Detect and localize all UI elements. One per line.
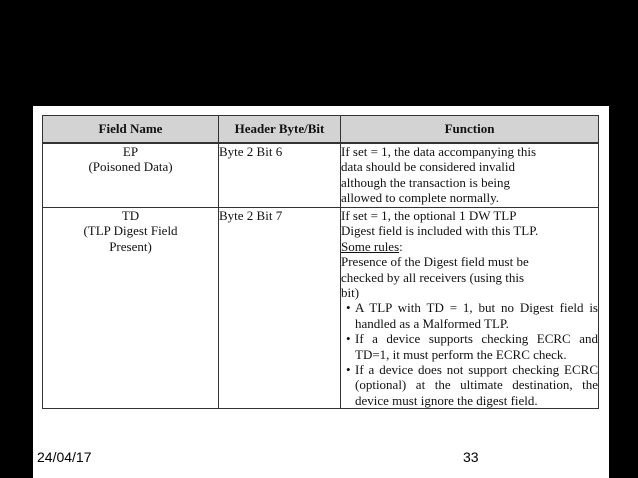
ep-function-line: data should be considered invalid: [341, 159, 516, 175]
rule-text: A TLP with TD = 1, but no Digest field is handled as a Malformed TLP.: [355, 300, 598, 331]
header-field-name: Field Name: [43, 116, 219, 144]
table-row-ep: [43, 143, 599, 208]
ep-field-name: [43, 143, 219, 208]
tlp-field-table: [42, 115, 599, 409]
table-row-td: [43, 208, 599, 409]
td-field-name: [43, 208, 219, 409]
rules-heading-colon: :: [399, 238, 403, 254]
td-name-desc: (TLP Digest Field: [83, 223, 178, 239]
footer-date: 24/04/17: [37, 449, 92, 465]
td-intro-line: checked by all receivers (using this: [341, 269, 525, 285]
rules-list: [341, 300, 598, 408]
td-name: TD: [121, 208, 140, 223]
td-function: [341, 208, 599, 409]
ep-function-line: although the transaction is being: [341, 174, 510, 190]
bullet-icon: •: [346, 300, 351, 316]
bullet-icon: •: [346, 362, 351, 378]
ep-function-line: allowed to complete normally.: [341, 190, 499, 206]
table-header-row: [43, 116, 599, 144]
ep-function-line: If set = 1, the data accompanying this: [341, 144, 537, 159]
bullet-icon: •: [346, 331, 351, 347]
td-intro-line: bit): [341, 285, 360, 301]
list-item: [341, 331, 598, 362]
rule-text: If a device supports checking ECRC and TD=1, it must perform the ECRC check.: [355, 331, 598, 362]
ep-function: [341, 143, 599, 208]
list-item: [341, 300, 598, 331]
ep-name-desc: (Poisoned Data): [88, 159, 173, 175]
td-name-desc: Present): [109, 238, 152, 254]
td-function-line: If set = 1, the optional 1 DW TLP: [341, 208, 517, 223]
td-intro-line: Presence of the Digest field must be: [341, 254, 529, 270]
header-byte-bit: Header Byte/Bit: [219, 116, 341, 144]
header-function: Function: [341, 116, 599, 144]
ep-byte-bit: Byte 2 Bit 6: [219, 143, 341, 208]
td-function-line: Digest field is included with this TLP.: [341, 223, 539, 239]
page-number: 33: [463, 449, 479, 465]
rules-heading: [341, 239, 598, 254]
ep-name: EP: [122, 144, 139, 159]
rule-text: If a device does not support checking ECRC (optional) at the ultimate destination, the device must ignore the digest field.: [355, 362, 598, 408]
slide-image: [33, 106, 609, 478]
td-byte-bit: Byte 2 Bit 7: [219, 208, 341, 409]
rules-heading-text: Some rules: [341, 238, 400, 254]
list-item: [341, 362, 598, 408]
